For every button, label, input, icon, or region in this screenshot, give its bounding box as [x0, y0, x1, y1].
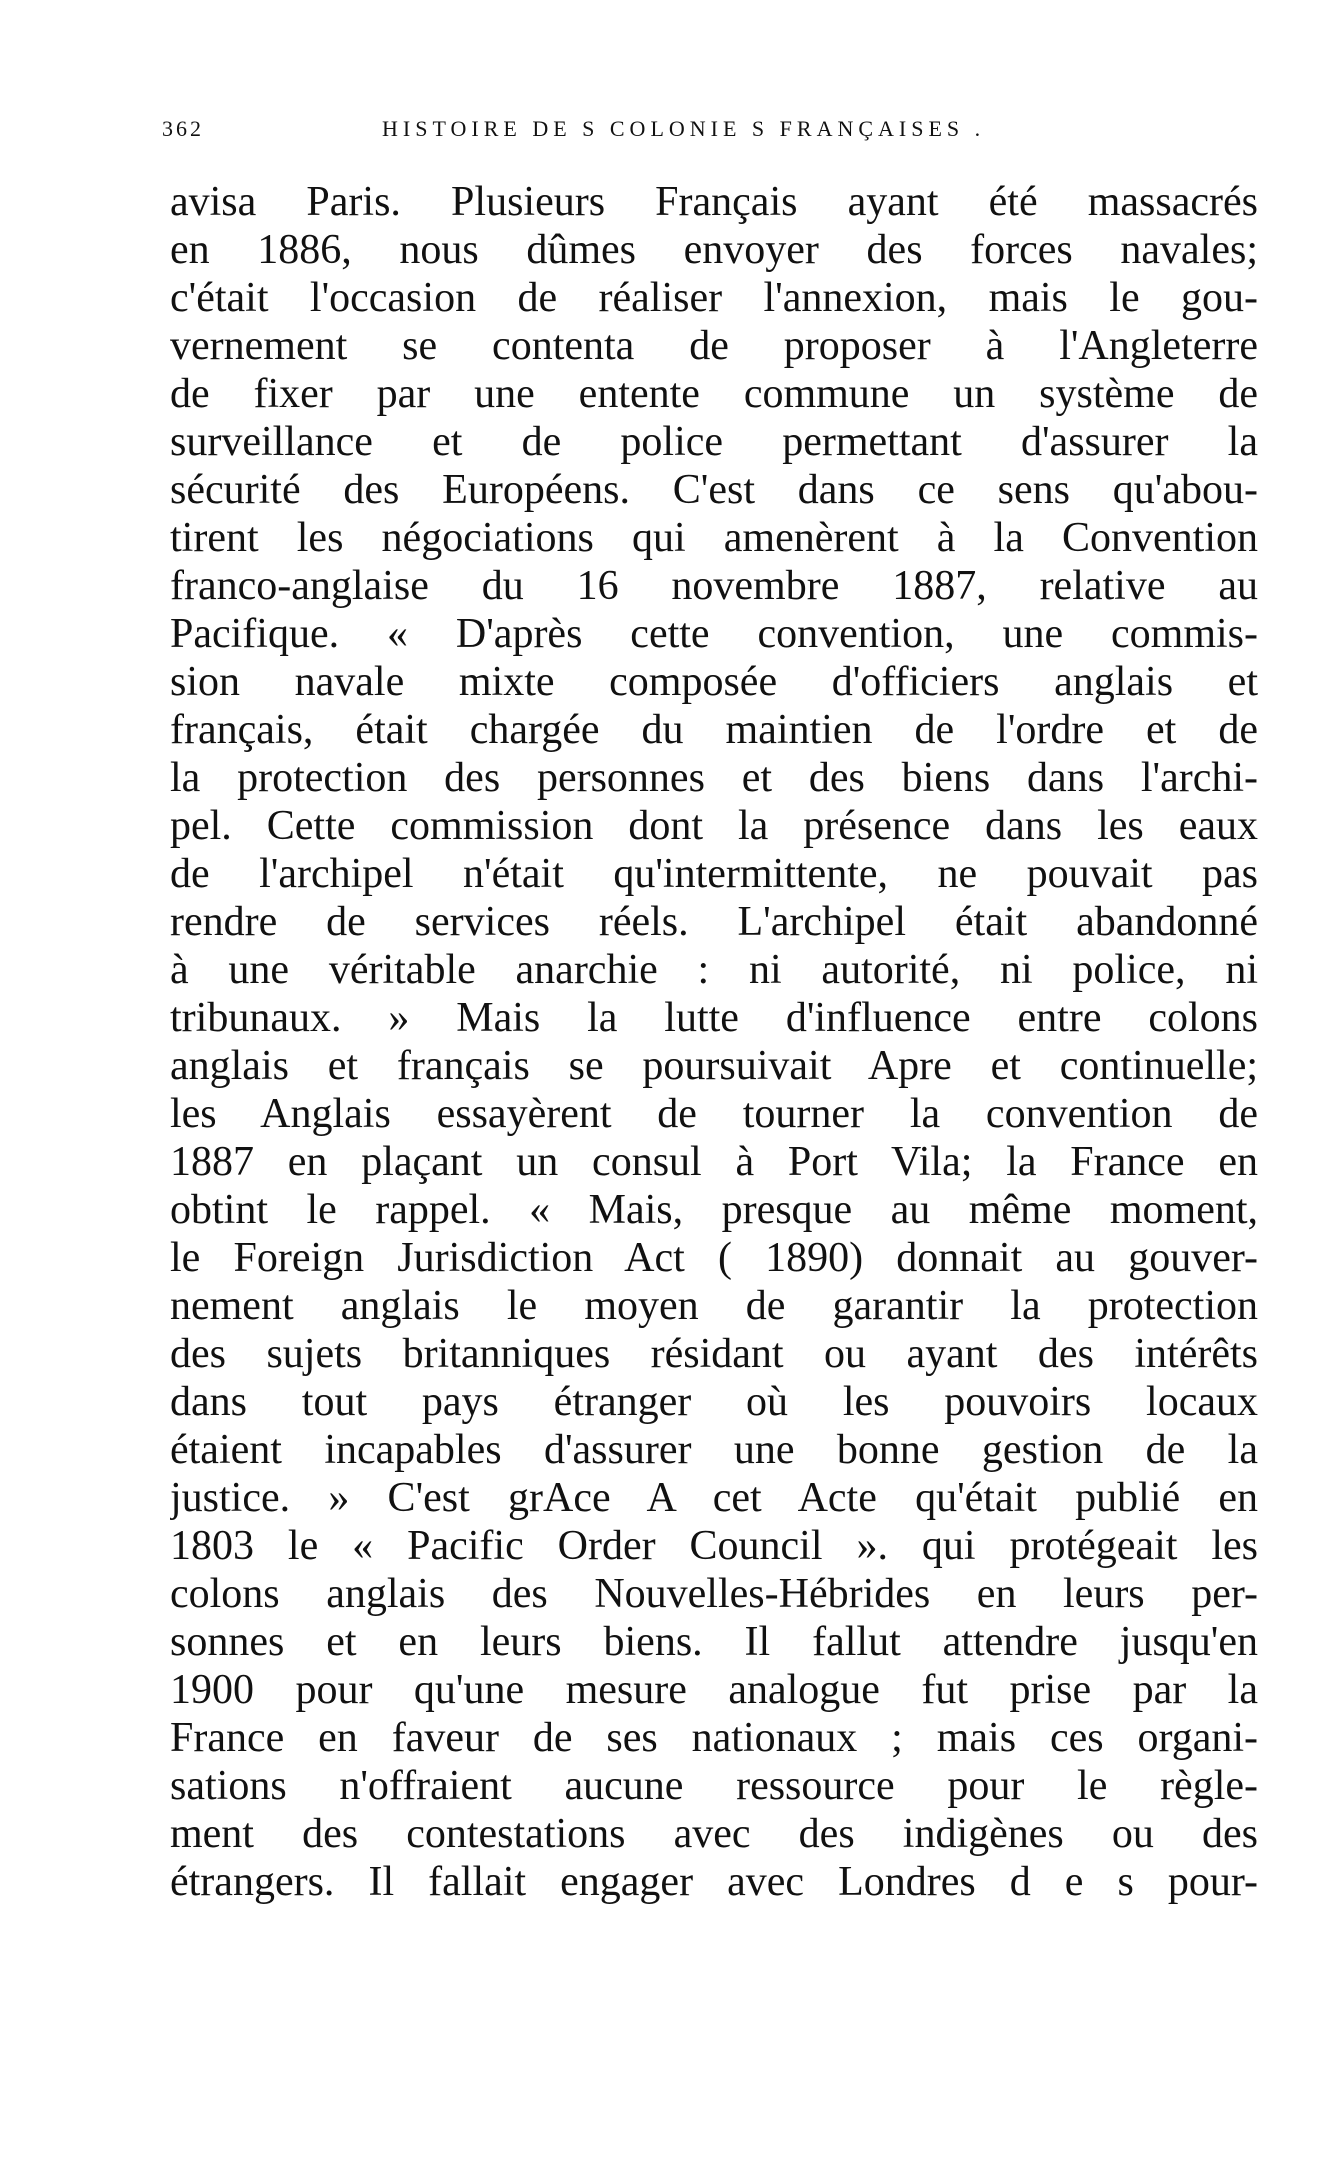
text-line: étaient incapables d'assurer une bonne gestion de la [170, 1427, 1258, 1473]
text-line: anglais et français se poursuivait Apre et continuelle; [170, 1043, 1258, 1089]
text-line: sécurité des Européens. C'est dans ce sens qu'abou- [170, 467, 1258, 513]
text-line: ment des contestations avec des indigènes ou des [170, 1811, 1258, 1857]
text-line: avisa Paris. Plusieurs Français ayant été massacrés [170, 179, 1258, 225]
text-line: tribunaux. » Mais la lutte d'influence entre colons [170, 995, 1258, 1041]
body-text [170, 178, 1258, 1906]
text-line: la protection des personnes et des biens dans l'archi- [170, 755, 1258, 801]
text-line: de fixer par une entente commune un système de [170, 371, 1258, 417]
text-line: nement anglais le moyen de garantir la protection [170, 1283, 1258, 1329]
text-line: obtint le rappel. « Mais, presque au même moment, [170, 1187, 1258, 1233]
text-line: les Anglais essayèrent de tourner la convention de [170, 1091, 1258, 1137]
text-line: étrangers. Il fallait engager avec Londres d e s pour- [170, 1859, 1258, 1905]
text-line: tirent les négociations qui amenèrent à la Convention [170, 515, 1258, 561]
running-title: HISTOIRE DE S COLONIE S FRANÇAISES . [382, 116, 986, 141]
text-line: sations n'offraient aucune ressource pour le règle- [170, 1763, 1258, 1809]
text-line: 1803 le « Pacific Order Council ». qui protégeait les [170, 1523, 1258, 1569]
text-line: 1900 pour qu'une mesure analogue fut prise par la [170, 1667, 1258, 1713]
text-line: justice. » C'est grAce A cet Acte qu'était publié en [170, 1475, 1258, 1521]
page-number: 362 [162, 116, 204, 141]
text-line: dans tout pays étranger où les pouvoirs locaux [170, 1379, 1258, 1425]
text-line: surveillance et de police permettant d'assurer la [170, 419, 1258, 465]
text-line: vernement se contenta de proposer à l'Angleterre [170, 323, 1258, 369]
text-line: colons anglais des Nouvelles-Hébrides en leurs per- [170, 1571, 1258, 1617]
text-line: rendre de services réels. L'archipel était abandonné [170, 899, 1258, 945]
text-line: à une véritable anarchie : ni autorité, ni police, ni [170, 947, 1258, 993]
text-line: des sujets britanniques résidant ou ayant des intérêts [170, 1331, 1258, 1377]
text-line: en 1886, nous dûmes envoyer des forces navales; [170, 227, 1258, 273]
text-line: sonnes et en leurs biens. Il fallut attendre jusqu'en [170, 1619, 1258, 1665]
text-line: pel. Cette commission dont la présence dans les eaux [170, 803, 1258, 849]
text-line: c'était l'occasion de réaliser l'annexion, mais le gou- [170, 275, 1258, 321]
page-header [162, 108, 1242, 148]
text-line: France en faveur de ses nationaux ; mais ces organi- [170, 1715, 1258, 1761]
text-line: de l'archipel n'était qu'intermittente, ne pouvait pas [170, 851, 1258, 897]
text-line: 1887 en plaçant un consul à Port Vila; la France en [170, 1139, 1258, 1185]
text-line: franco-anglaise du 16 novembre 1887, relative au [170, 563, 1258, 609]
text-line: Pacifique. « D'après cette convention, une commis- [170, 611, 1258, 657]
text-line: français, était chargée du maintien de l'ordre et de [170, 707, 1258, 753]
text-line: le Foreign Jurisdiction Act ( 1890) donnait au gouver- [170, 1235, 1258, 1281]
text-line: sion navale mixte composée d'officiers anglais et [170, 659, 1258, 705]
